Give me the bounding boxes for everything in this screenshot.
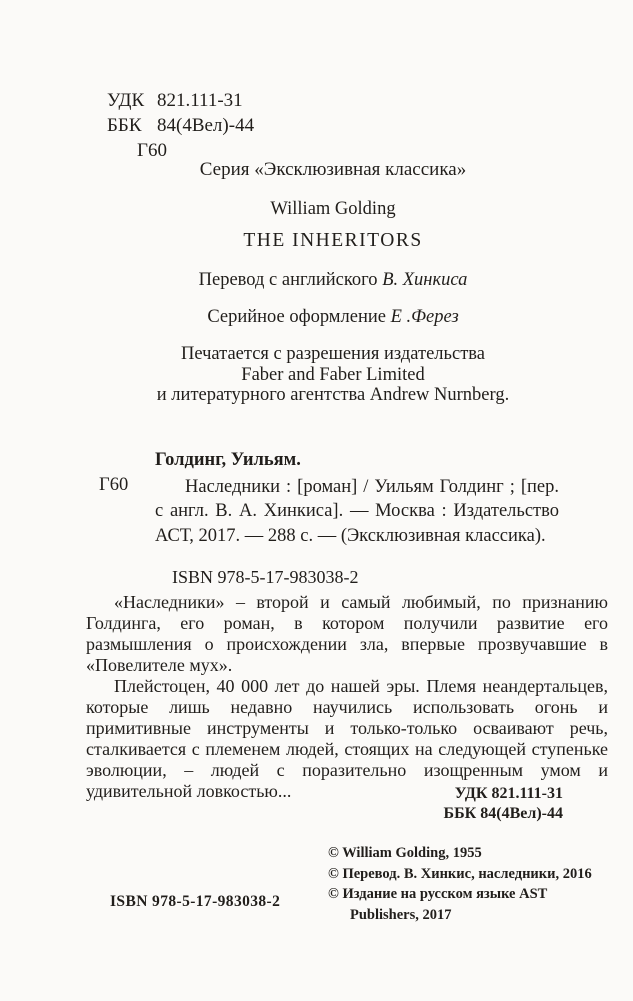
bottom-isbn: ISBN 978-5-17-983038-2 — [110, 893, 281, 910]
catalog-author: Голдинг, Уильям. — [155, 450, 301, 470]
copyright-line-4: Publishers, 2017 — [350, 906, 452, 923]
permission-line-1: Печатается с разрешения издательства — [181, 344, 485, 364]
udk-label: УДК — [107, 90, 145, 111]
bottom-udk: УДК 821.111-31 — [454, 785, 563, 802]
designer-name: Е .Ферез — [390, 307, 459, 327]
translator-name: В. Хинкиса — [382, 270, 468, 290]
copyright-line-1: © William Golding, 1955 — [328, 845, 482, 861]
original-author: William Golding — [270, 199, 396, 219]
original-title: THE INHERITORS — [243, 230, 423, 251]
author-sign: Г60 — [137, 140, 167, 161]
translation-prefix: Перевод с английского — [198, 270, 383, 290]
design-prefix: Серийное оформление — [207, 307, 391, 327]
series-line: Серия «Эксклюзивная классика» — [199, 159, 467, 180]
udk-line — [107, 88, 254, 113]
annotation — [86, 592, 608, 802]
annotation-paragraph-2: Плейстоцен, 40 000 лет до нашей эры. Племя неандертальцев, которые лишь недавно научились использовать огонь и примитивные инструменты и только-только осваивают речь, сталкивается с племенем людей, стоящих на следующей ступеньке эволюции, – людей с поразительно изощренным умом и удивительной ловкостью... — [86, 676, 608, 801]
copyright-block — [328, 843, 592, 925]
catalog-author-sign: Г60 — [99, 475, 129, 495]
udk-value: 821.111-31 — [157, 90, 243, 111]
catalog-description: Наследники : [роман] / Уильям Голдинг ; [пер. с англ. В. А. Хинкиса]. — Москва : Издательство АСТ, 2017. — 288 с. — (Эксклюзивная классика). — [155, 477, 559, 546]
design-credit — [78, 307, 588, 328]
bbk-label: ББК — [107, 115, 142, 136]
translation-credit — [78, 270, 588, 291]
permission-notice — [78, 344, 588, 406]
bottom-cataloguing-codes — [300, 784, 563, 824]
bottom-bbk: ББК 84(4Вел)-44 — [443, 805, 563, 822]
annotation-paragraph-1: «Наследники» – второй и самый любимый, по признанию Голдинга, его роман, в котором получили развитие его размышления о происхождении зла, впервые прозвучавшие в «Повелителе мух». — [86, 592, 608, 675]
copyright-line-3: © Издание на русском языке AST — [328, 886, 548, 902]
catalog-isbn: ISBN 978-5-17-983038-2 — [172, 567, 359, 587]
permission-line-3: и литературного агентства Andrew Nurnberg. — [156, 385, 510, 405]
bbk-line — [107, 113, 254, 138]
permission-line-2: Faber and Faber Limited — [241, 364, 425, 385]
copyright-line-2: © Перевод. В. Хинкис, наследники, 2016 — [328, 865, 592, 882]
top-cataloguing-codes — [107, 88, 254, 163]
bbk-value: 84(4Вел)-44 — [157, 115, 255, 136]
